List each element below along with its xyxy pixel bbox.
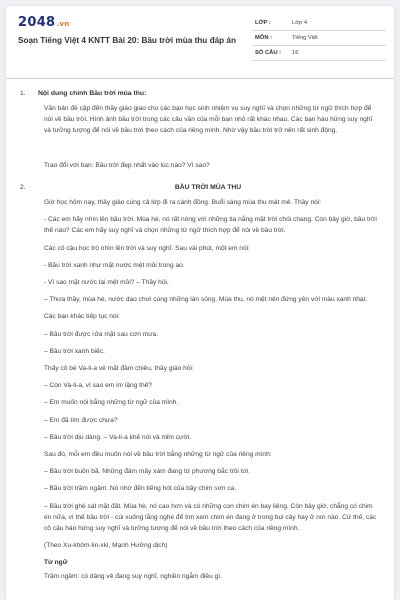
site-logo[interactable]: 2048.vn [18,15,70,30]
story-paragraph: – Thưa thầy, mùa hè, nước dạo chơi cùng những làn sóng. Mùa thu, nó mệt nên đứng yên với màu xanh nhạt. [44,296,368,304]
glossary-line: Trầm ngâm: có dáng vẻ đang suy nghĩ, nghiền ngẫm điều gì. [44,572,222,580]
document-page [6,6,394,600]
discussion-question: Trao đổi với bạn: Bầu trời đẹp nhất vào lúc nào? Vì sao? [44,162,210,169]
story-text [44,197,380,588]
story-paragraph: - Vì sao mặt nước lại mệt mỏi? – Thầy hỏi. [44,279,169,287]
glossary-heading: Từ ngữ [44,559,68,567]
meta-row-subject [252,31,386,46]
section-number: 2. [20,184,26,191]
story-paragraph: Các bạn khác tiếp tục nói: [44,313,120,321]
meta-row-question-count [252,46,386,61]
document-header [6,6,394,72]
story-paragraph: Các cô cậu học trò nhìn lên trời và suy nghĩ. Sau vài phút, một em nói: [44,244,250,252]
meta-value: Lớp 4 [292,20,308,26]
story-title: BẦU TRỜI MÙA THU [174,184,242,191]
meta-value: Tiếng Việt [292,35,318,41]
story-paragraph: – Bầu trời được rửa mặt sau cơn mưa. [44,330,159,338]
meta-key: LỚP : [255,20,271,26]
header-divider [6,78,394,79]
document-title: Soạn Tiếng Việt 4 KNTT Bài 20: Bầu trời mùa thu đáp án [18,36,236,45]
meta-row-grade [252,16,386,31]
story-paragraph: - Bầu trời xanh như mặt nước mệt mỏi trong ao. [44,261,185,269]
story-paragraph: Thấy cô bé Va-li-a vẻ mặt đăm chiêu, thầy giáo hỏi: [44,365,194,373]
story-paragraph: – Còn Va-li-a, vì sao em im lặng thế? [44,382,152,390]
story-paragraph: - Các em hãy nhìn lên bầu trời. Mùa hè, nó rất nóng với những tia nắng mặt trời chói chang. Còn bây giờ, bầu trời thế nào? Các em hãy suy nghĩ và chọn những từ ngữ thích hợp để nói về bầu trời. [44,216,377,235]
story-paragraph: – Bầu trời ghé sát mặt đất. Mùa hè, nó cao hơn và có những con chim én bay liệng. Còn bây giờ, chẳng có chim én nữa, vì thế bầu trời - cúi xuống lắng nghe để tìm xem chim én đang ở trong bụi cây hay ở nơi nào. Cứ thế, các cô cậu háo hứng suy nghĩ và tưởng tượng để nói về bầu trời theo cách của riêng mình. [44,502,377,533]
story-paragraph: – Bầu trời xanh biếc. [44,347,105,355]
meta-table [252,16,386,61]
meta-key: SỐ CÂU : [255,50,282,56]
story-paragraph: – Em đã tìm được chưa? [44,416,118,424]
story-paragraph: Giờ học hôm nay, thầy giáo cùng cả lớp đi ra cánh đồng. Buổi sáng mùa thu mát mẻ. Thầy nói: [44,199,322,206]
section-body: Văn bản đề cập đến thầy giáo giao cho các bạn học sinh nhiệm vụ suy nghĩ và chọn những từ ngữ thích hợp để nói về bầu trời. Hình ảnh bầu trời trong các câu văn của mỗi bạn nhỏ rất khác nhau. Các bạn háo hứng suy nghĩ và tưởng tượng để nói về bầu trời theo cách của riêng mình. Nhờ vậy bầu trời trở nên rất sinh động. [44,105,373,135]
story-paragraph: Sau đó, mỗi em đều muốn nói về bầu trời bằng những từ ngữ của riêng mình: [44,451,272,459]
meta-value: 16 [292,50,299,56]
meta-key: MÔN : [255,35,273,41]
section-number: 1. [20,90,26,97]
story-paragraph: – Bầu trời buồn bã. Những đám mây xám đang từ phương bắc trôi tới. [44,468,251,476]
section-heading: Nội dung chính Bầu trời mùa thu: [38,90,147,97]
story-paragraph: – Bầu trời dịu dàng. – Va-li-a khẽ nói và mỉm cười. [44,433,192,441]
story-source: (Theo Xu-khôm-lin-xki, Mạnh Hưởng dịch) [44,542,168,550]
story-paragraph: – Bầu trời trầm ngâm. Nó nhớ đến tiếng hót của bầy chim sơn ca. [44,485,237,493]
story-paragraph: – Em muốn nói bằng những từ ngữ của mình. [44,399,179,407]
